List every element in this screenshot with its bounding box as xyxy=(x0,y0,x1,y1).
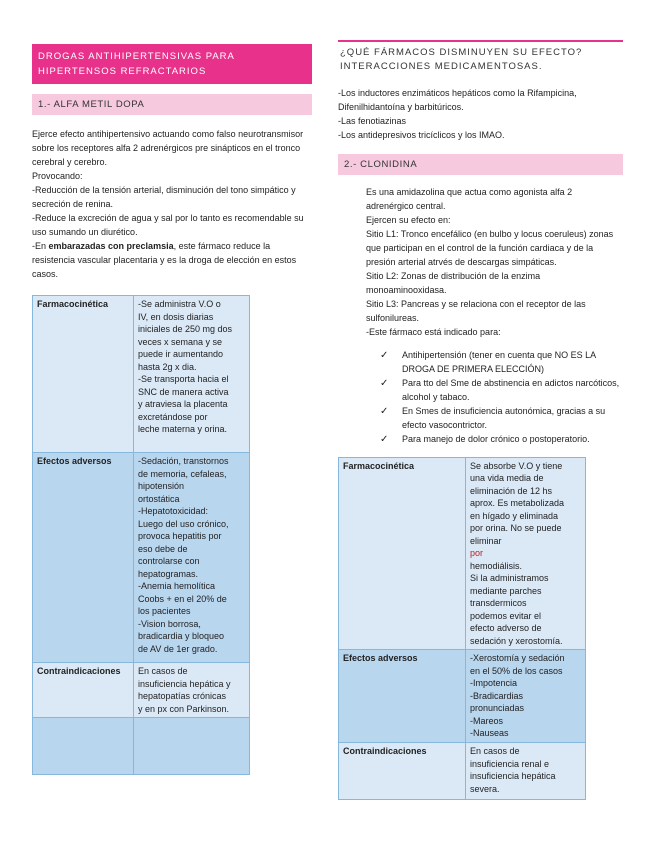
interaction-item: -Los antidepresivos tricíclicos y los IMAO. xyxy=(338,130,505,140)
clonidina-paragraph: Sitio L1: Tronco encefálico (en bulbo y locus coeruleus) zonas que participan en el control de la función cardiaca y de la presión arterial atrvés de descargas simpáticas. xyxy=(366,229,614,267)
pregnancy-paragraph xyxy=(32,239,310,281)
interactions-list xyxy=(338,76,623,142)
pregnancy-bold: embarazadas con preclamsia xyxy=(48,241,174,251)
table-row xyxy=(33,663,250,718)
intro-paragraph: -Reduce la excreción de agua y sal por lo tanto es recomendable su uso sumando un diurético. xyxy=(32,213,304,237)
intro-paragraph: Ejerce efecto antihipertensivo actuando como falso neurotransmisor sobre los receptores alfa 2 adrenérgicos pre sinápticos en el tronco cerebral y cerebro. xyxy=(32,129,304,167)
table-empty-cell xyxy=(33,718,134,775)
table-value: -Se administra V.O o IV, en dosis diarias iniciales de 250 mg dos veces x semana y se puede ir aumentando hasta 2g x dia. -Se transporta hacia el SNC de manera activa y atraviesa la placenta excretándose por leche materna y orina. xyxy=(134,296,250,453)
table-row-empty xyxy=(33,718,250,775)
clonidina-paragraph: Ejercen su efecto en: xyxy=(366,215,451,225)
section-title-clonidina: 2.- CLONIDINA xyxy=(338,154,623,175)
pregnancy-post: , este fármaco reduce la resistencia vascular placentaria y es la droga de elección en estos casos. xyxy=(32,241,297,279)
table-value: -Xerostomía y sedación en el 50% de los casos -Impotencia -Bradicardias pronunciadas -Mareos -Nauseas xyxy=(466,650,586,743)
alfa-metil-dopa-table xyxy=(32,295,250,775)
check-icon: ✓ xyxy=(380,406,389,417)
clonidina-paragraph: Sitio L3: Pancreas y se relaciona con el receptor de las sulfonilureas. xyxy=(366,299,586,323)
table-label: Efectos adversos xyxy=(33,453,134,663)
table-label: Farmacocinética xyxy=(339,457,466,650)
interaction-item: -Los inductores enzimáticos hepáticos como la Rifampicina, Difenilhidantoína y barbitúricos. xyxy=(338,88,577,112)
table-row xyxy=(339,650,586,743)
interactions-title: ¿QUÉ FÁRMACOS DISMINUYEN SU EFECTO? INTERACCIONES MEDICAMENTOSAS. xyxy=(338,40,623,76)
table-value: En casos de insuficiencia hepática y hepatopatías crónicas y en px con Parkinson. xyxy=(134,663,250,718)
check-icon: ✓ xyxy=(380,350,389,361)
indication-item: ✓ Para manejo de dolor crónico o postoperatorio. xyxy=(380,434,590,445)
main-title: DROGAS ANTIHIPERTENSIVAS PARA HIPERTENSOS REFRACTARIOS xyxy=(32,44,312,84)
table-row xyxy=(33,296,250,453)
clonidina-table xyxy=(338,457,586,801)
table-value: -Sedación, transtornos de memoria, cefaleas, hipotensión ortostática -Hepatotoxicidad: Luego del uso crónico, provoca hepatitis por eso debe de controlarse con hepatogramas. -Anemia hemolítica Coobs + en el 20% de los pacientes -Vision borrosa, bradicardia y bloqueo de AV de 1er grado. xyxy=(134,453,250,663)
intro-paragraph: -Reducción de la tensión arterial, disminución del tono simpático y secreción de renina. xyxy=(32,185,296,209)
table-value: Se absorbe V.O y tiene una vida media de eliminación de 12 hs aprox. Es metabolizada en hígado y eliminada por orina. No se puede eliminar por hemodiálisis. Si la administramos mediante parches transdermicos podemos evitar el efecto adverso de sedación y xerostomía. xyxy=(466,457,586,650)
table-row xyxy=(339,743,586,800)
table-row xyxy=(339,457,586,650)
pregnancy-pre: -En xyxy=(32,241,49,251)
interaction-item: -Las fenotiazinas xyxy=(338,116,407,126)
indication-item: ✓ Antihipertensión (tener en cuenta que NO ES LA DROGA DE PRIMERA ELECCIÓN) xyxy=(380,350,596,374)
clonidina-paragraph: -Este fármaco está indicado para: xyxy=(366,327,501,337)
clonidina-description xyxy=(338,175,623,339)
table-label: Efectos adversos xyxy=(339,650,466,743)
alfa-metil-dopa-intro xyxy=(32,115,312,281)
indication-item: ✓ En Smes de insuficiencia autonómica, gracias a su efecto vasocontrictor. xyxy=(380,406,606,430)
table-value: En casos de insuficiencia renal e insuficiencia hepática severa. xyxy=(466,743,586,800)
section-title-alfa-metil-dopa: 1.- ALFA METIL DOPA xyxy=(32,94,312,115)
clonidina-paragraph: Es una amidazolina que actua como agonista alfa 2 adrenérgico central. xyxy=(366,187,573,211)
table-empty-cell xyxy=(134,718,250,775)
table-label: Contraindicaciones xyxy=(33,663,134,718)
indications-list xyxy=(338,349,623,447)
left-column xyxy=(32,44,312,775)
clonidina-paragraph: Sitio L2: Zonas de distribución de la enzima monoaminooxidasa. xyxy=(366,271,541,295)
check-icon: ✓ xyxy=(380,378,389,389)
table-label: Farmacocinética xyxy=(33,296,134,453)
table-row xyxy=(33,453,250,663)
right-column xyxy=(338,40,623,800)
indication-item: ✓ Para tto del Sme de abstinencia en adictos narcóticos, alcohol y tabaco. xyxy=(380,378,620,402)
intro-paragraph: Provocando: xyxy=(32,171,83,181)
check-icon: ✓ xyxy=(380,434,389,445)
table-label: Contraindicaciones xyxy=(339,743,466,800)
